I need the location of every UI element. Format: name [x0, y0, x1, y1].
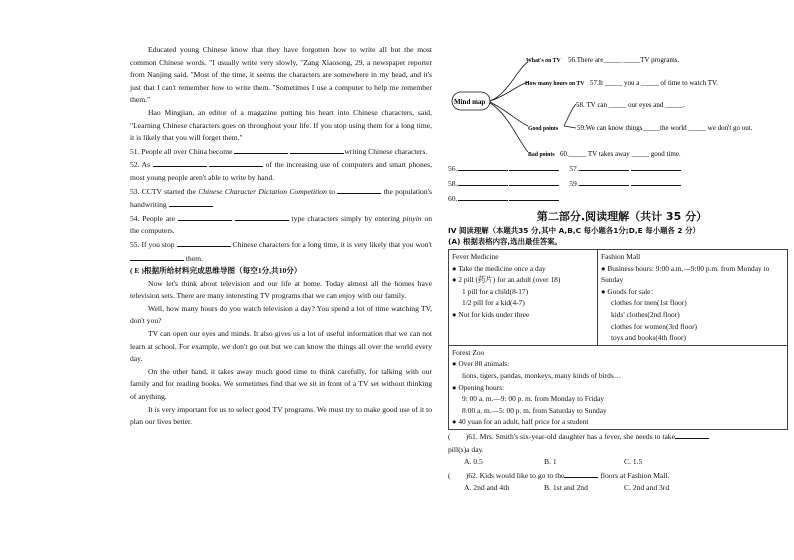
mall-line-5: clothes for women(3rd floor) — [611, 321, 697, 331]
mall-title: Fashion Mall — [601, 252, 641, 261]
e-paragraph-2: Well, how many hours do you watch television a day? You spend a lot of time watching TV, don't you? — [130, 303, 432, 326]
section-iv-heading: IV 阅读理解（本题共35 分,其中 A,B,C 每小题各1分;D,E 每小题各 2 分） — [448, 226, 700, 235]
zoo-line-6: ● 40 yuan for an adult, half price for a student — [452, 417, 589, 427]
blank-55a[interactable] — [177, 238, 231, 247]
sub-line-58 — [564, 104, 576, 126]
section-e-heading: ( E )根据所给材料完成思维导图（每空1分,共10分） — [130, 266, 302, 276]
answer-row-58-59 — [448, 177, 794, 192]
branch-text-60: 60._____ TV takes away _____ good time. — [560, 150, 681, 158]
fever-line-5: ● Not for kids under three — [452, 309, 530, 319]
zoo-line-1: ● Over 80 animals: — [452, 359, 510, 369]
info-table — [448, 249, 788, 430]
sub-line-59 — [564, 126, 576, 128]
answer-line-60a[interactable] — [458, 192, 508, 201]
fever-line-2: ● 2 pill (药片) for an adult (over 18) — [452, 275, 561, 285]
branch-label-1: What's on TV — [526, 58, 561, 64]
blank-51a[interactable] — [234, 145, 288, 154]
zoo-line-3: ● Opening hours: — [452, 382, 505, 392]
answer-line-56b[interactable] — [509, 162, 559, 171]
answer-label-57: 57. — [569, 164, 579, 173]
answer-line-60b[interactable] — [509, 192, 559, 201]
question-61-cont: pill(s)a day. — [448, 444, 484, 454]
right-column — [448, 162, 794, 495]
branch-label-2: How many hours on TV — [525, 81, 585, 87]
option-62-a[interactable]: A. 2nd and 4th — [464, 483, 510, 493]
answer-row-56-57 — [448, 162, 794, 177]
answer-line-59b[interactable] — [631, 177, 681, 186]
e-paragraph-4: On the other hand, it takes away much good time to think carefully, for talking with our family and for reading books. We sometimes find that we sit in front of a TV set without thinking of anything. — [130, 366, 432, 402]
answer-line-57b[interactable] — [631, 162, 681, 171]
question-53: 53. CCTV started the Chinese Character Dictation Competition to the population's handwriting — [130, 186, 432, 210]
branch-label-3: Good points — [528, 126, 559, 132]
branch-text-58: 58. TV can _____ our eyes and _____. — [576, 101, 685, 109]
mind-map-center: Mind map — [454, 98, 486, 106]
left-column — [130, 44, 432, 429]
section-a-heading: (A) 根据表格内容,选出最佳答案。 — [448, 237, 562, 246]
question-51: 51. People all over China become writing Chinese characters. — [130, 146, 428, 156]
zoo-line-5: 8:00 a. m.—5: 00 p. m. from Saturday to Sunday — [462, 405, 607, 415]
answer-line-58b[interactable] — [509, 177, 559, 186]
blank-61[interactable] — [675, 430, 709, 439]
answer-label-59: 59. — [569, 179, 579, 188]
question-61: ( )61. Mrs. Smith's six-year-old daughter has a fever, she needs to take — [448, 430, 794, 444]
blank-51b[interactable] — [290, 145, 344, 154]
blank-52a[interactable] — [153, 158, 207, 167]
question-55: 55. If you stop Chinese characters for a long time, it is very likely that you won't them. — [130, 239, 433, 263]
answer-row-60 — [448, 192, 794, 207]
fever-line-4: 1/2 pill for a kid(4-7) — [462, 298, 525, 308]
option-61-a[interactable]: A. 0.5 — [464, 457, 483, 467]
zoo-title: Forest Zoo — [452, 347, 485, 357]
passage-paragraph-2: Hao Mingjian, an editor of a magazine putting his heart into Chinese characters, said, "Learning Chinese characters goes on throughout your life. If you stop using them for a long time, it is likely that you will forget them." — [130, 107, 432, 143]
answer-label-60: 60. — [448, 194, 458, 203]
answer-line-56a[interactable] — [458, 162, 508, 171]
zoo-line-4: 9: 00 a. m.—9: 00 p. m. from Monday to Friday — [462, 394, 605, 404]
option-62-b[interactable]: B. 1st and 2nd — [544, 483, 588, 493]
branch-line-4 — [490, 103, 528, 152]
blank-54a[interactable] — [178, 212, 232, 221]
fever-line-3: 1 pill for a child(8-17) — [462, 286, 529, 296]
mind-map-diagram — [448, 44, 794, 166]
blank-55b[interactable] — [130, 252, 184, 261]
answer-label-58: 58. — [448, 179, 458, 188]
question-62: ( )62. Kids would like to go to the floors at Fashion Mall. — [448, 470, 670, 480]
branch-line-1 — [490, 62, 528, 101]
question-61-options — [448, 456, 794, 469]
question-62-options — [448, 482, 794, 495]
mall-line-3: clothes for men(1st floor) — [611, 298, 687, 308]
mall-line-2: ● Goods for sale： — [601, 286, 658, 296]
blank-54b[interactable] — [235, 212, 289, 221]
mall-line-4: kids' clothes(2nd floor) — [611, 309, 680, 319]
blank-52b[interactable] — [209, 158, 263, 167]
answer-line-57a[interactable] — [579, 162, 629, 171]
blank-53b[interactable] — [169, 198, 213, 207]
answer-line-59a[interactable] — [579, 177, 629, 186]
branch-label-4: Bad points — [528, 152, 555, 158]
option-62-c[interactable]: C. 2nd and 3rd — [624, 483, 670, 493]
e-paragraph-1: Now let's think about television and our life at home. Today almost all the homes have television sets. There are many interesting TV programs that we can enjoy with our family. — [130, 278, 432, 301]
question-52: 52. As of the increasing use of computers and smart phones, most young people aren't able to write by hand. — [130, 160, 432, 182]
e-paragraph-3: TV can open our eyes and minds. It also gives us a lot of useful information that we can not learn at school. For example, we don't go out but we can know the things all over the world every day. — [130, 329, 432, 364]
mall-line-1: ● Business hours: 9:00 a.m.—9:00 p.m. from Monday to Sunday — [601, 263, 770, 285]
branch-text-57: 57.It _____ you a _____ of time to watch TV. — [590, 79, 718, 87]
question-54: 54. People are type characters simply by entering pinyin on the computers. — [130, 213, 433, 236]
forest-zoo-cell — [449, 345, 788, 429]
option-61-b[interactable]: B. 1 — [544, 457, 557, 467]
fever-line-1: ● Take the medicine once a day — [452, 263, 546, 273]
blank-53a[interactable] — [337, 185, 381, 194]
e-paragraph-5: It is very important for us to select good TV programs. We must try to make good use of it to plan our lives better. — [130, 404, 432, 427]
branch-text-56: 56.There are_____ _____TV programs. — [568, 56, 680, 64]
zoo-line-2: lions, tigers, pandas, monkeys, many kinds of birds… — [462, 370, 622, 380]
branch-text-59: 59.We can know things_____the world _____ we don't go out. — [577, 124, 753, 132]
fashion-mall-cell — [598, 250, 788, 346]
passage-paragraph-1: Educated young Chinese know that they have forgotten how to write all but the most common Chinese words. "I usually write very slowly, "Zang Xiaosong, 29, a newspaper reporter from Nanjing said. "Most of the time, it seems the characters are somewhere in my head, and it's just that I can't remember how to write them. "Sometimes I use a computer to help me remember them." — [130, 45, 432, 105]
answer-line-58a[interactable] — [458, 177, 508, 186]
answer-label-56: 56. — [448, 164, 458, 173]
fever-title: Fever Medicine — [452, 252, 499, 261]
option-61-c[interactable]: C. 1.5 — [624, 457, 643, 467]
mall-line-6: toys and books(4th floor) — [611, 333, 686, 343]
blank-62[interactable] — [564, 469, 598, 478]
part-two-title: 第二部分.阅读理解（共计 35 分） — [536, 210, 708, 223]
fever-medicine-cell — [449, 250, 598, 346]
